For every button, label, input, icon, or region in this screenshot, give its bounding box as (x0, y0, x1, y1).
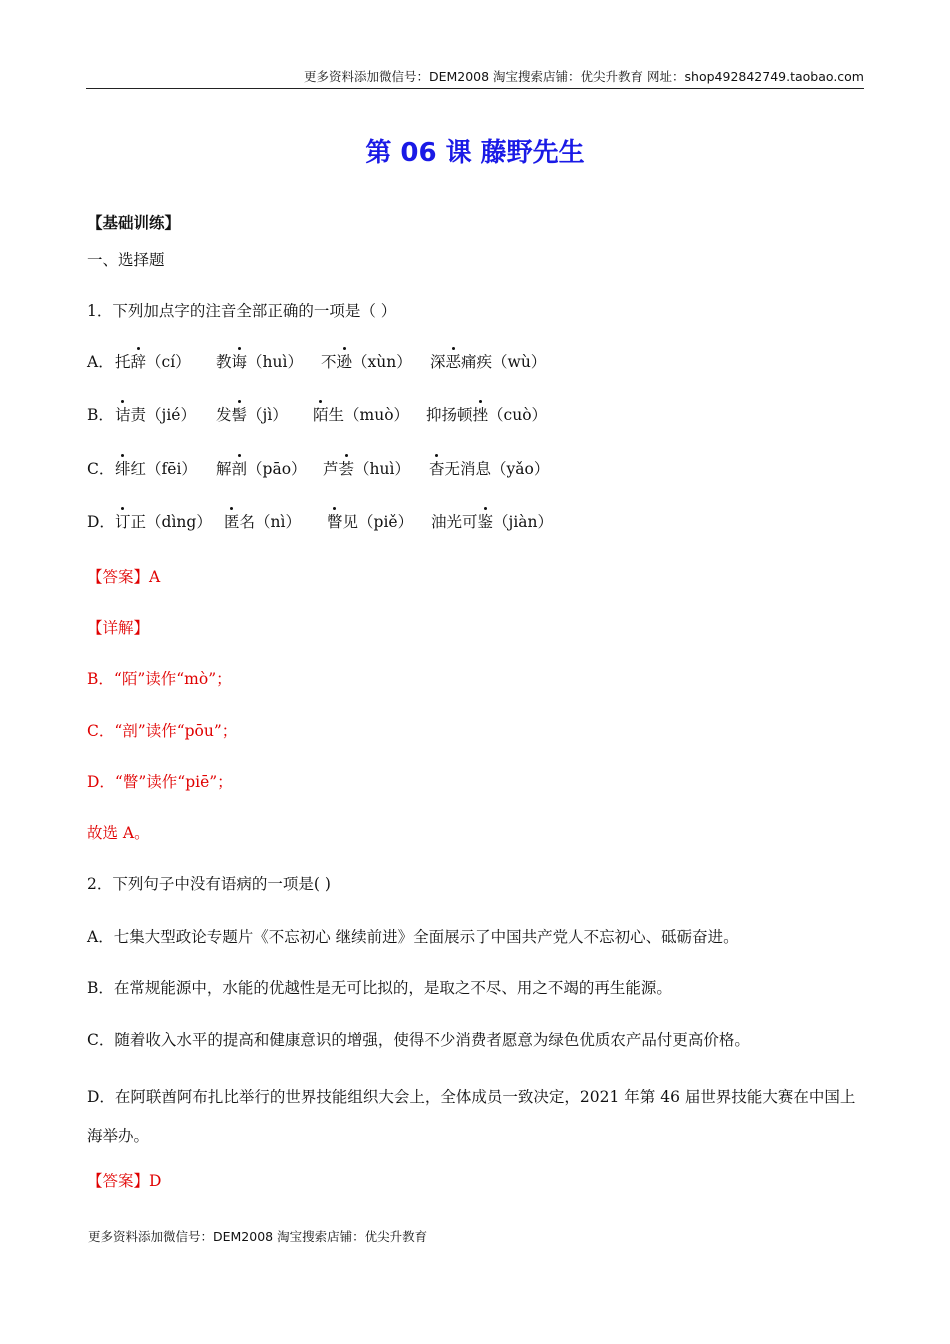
q1-option-b (87, 402, 547, 428)
dotted-char: 鉴 (478, 509, 494, 535)
dotted-char: 髻 (232, 402, 248, 428)
dotted-char: 陌 (313, 402, 329, 428)
option-prefix: C． (87, 460, 115, 478)
option-item: 绯红（fēi） (115, 456, 216, 482)
footer-text: 更多资料添加微信号：DEM2008 淘宝搜索店铺：优尖升教育 (88, 1229, 428, 1244)
option-item: 杳无消息（yǎo） (429, 456, 549, 482)
option-item: 陌生（muò） (313, 402, 426, 428)
option-item: 油光可鉴（jiàn） (431, 509, 553, 535)
option-item: 教诲（huì） (216, 349, 321, 375)
q1-option-c (87, 456, 549, 482)
dotted-char: 杳 (429, 456, 445, 482)
q2-answer: 【答案】D (87, 1172, 162, 1190)
header-text: 更多资料添加微信号：DEM2008 淘宝搜索店铺：优尖升教育 网址：shop492842749.taobao.com (303, 69, 864, 84)
option-item: 订正（dìng） (115, 509, 224, 535)
dotted-char: 辞 (131, 349, 147, 375)
q1-option-a (87, 349, 546, 375)
dotted-char: 挫 (473, 402, 489, 428)
q2-option-a: A．七集大型政论专题片《不忘初心 继续前进》全面展示了中国共产党人不忘初心、砥砺奋进。 (87, 928, 739, 946)
option-item: 托辞（cí） (115, 349, 216, 375)
option-item: 抑扬顿挫（cuò） (426, 402, 547, 428)
option-item: 发髻（jì） (216, 402, 313, 428)
option-item: 诘责（jié） (115, 402, 216, 428)
q1-detail-d: D．“瞥”读作“piē”； (87, 773, 233, 791)
dotted-char: 诘 (115, 402, 131, 428)
page-footer (88, 1227, 427, 1247)
q1-conclusion: 故选 A。 (87, 824, 150, 842)
q1-detail-b: B．“陌”读作“mò”； (87, 670, 232, 688)
option-item: 匿名（nì） (224, 509, 327, 535)
q1-detail-label: 【详解】 (87, 619, 150, 637)
option-prefix: B． (87, 406, 114, 424)
dotted-char: 诲 (232, 349, 248, 375)
option-item: 深恶痛疾（wù） (430, 349, 546, 375)
dotted-char: 恶 (446, 349, 462, 375)
page-title: 第 06 课 藤野先生 (365, 138, 585, 168)
dotted-char: 匿 (224, 509, 240, 535)
option-item: 瞥见（piě） (327, 509, 431, 535)
option-item: 芦荟（huì） (323, 456, 429, 482)
dotted-char: 剖 (232, 456, 248, 482)
section-label: 【基础训练】 (87, 213, 181, 232)
option-prefix: D． (87, 513, 115, 531)
q1-stem: 1．下列加点字的注音全部正确的一项是（ ） (87, 302, 397, 320)
dotted-char: 订 (115, 509, 131, 535)
page-header (86, 67, 864, 89)
dotted-char: 绯 (115, 456, 131, 482)
q1-detail-c: C．“剖”读作“pōu”； (87, 722, 238, 740)
subsection-heading: 一、选择题 (87, 251, 165, 269)
option-item: 解剖（pāo） (216, 456, 323, 482)
dotted-char: 瞥 (327, 509, 343, 535)
option-item: 不逊（xùn） (321, 349, 430, 375)
q1-answer: 【答案】A (87, 568, 161, 586)
q2-option-b: B．在常规能源中，水能的优越性是无可比拟的，是取之不尽、用之不竭的再生能源。 (87, 979, 672, 997)
q2-stem: 2．下列句子中没有语病的一项是( ) (87, 875, 331, 893)
dotted-char: 逊 (337, 349, 353, 375)
q2-option-c: C．随着收入水平的提高和健康意识的增强，使得不少消费者愿意为绿色优质农产品付更高价格。 (87, 1031, 750, 1049)
q1-option-d (87, 509, 553, 535)
q2-option-d: D．在阿联酋阿布扎比举行的世界技能组织大会上，全体成员一致决定，2021 年第 46 届世界技能大赛在中国上海举办。 (87, 1088, 856, 1145)
dotted-char: 荟 (339, 456, 355, 482)
option-prefix: A． (87, 353, 114, 371)
